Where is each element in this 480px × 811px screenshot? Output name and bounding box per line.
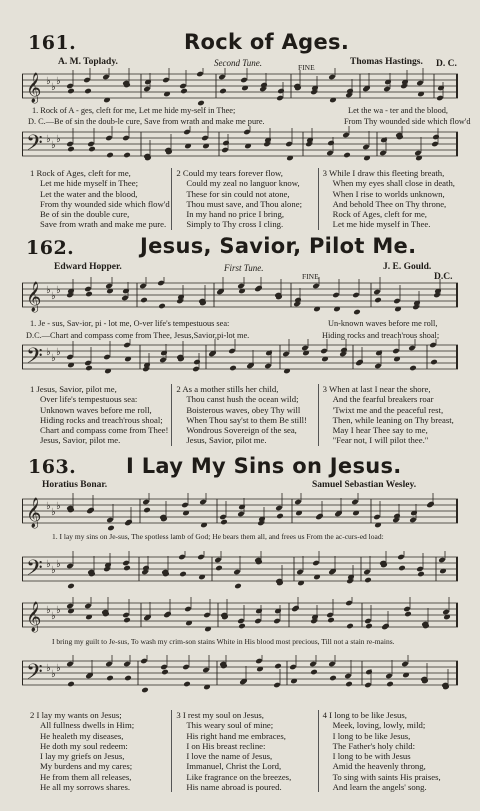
svg-text:♭: ♭ [56,605,61,616]
stanza-line: This weary soul of mine; [186,720,274,731]
svg-text:𝄢: 𝄢 [26,131,43,161]
stanza-line: In my hand no price I bring, [186,209,285,220]
stanza-number: 3 [322,168,327,178]
svg-text:♭: ♭ [56,663,61,674]
svg-text:♭: ♭ [56,501,61,512]
svg-text:♭: ♭ [46,501,51,512]
hymn-author: A. M. Toplady. [58,57,118,67]
svg-text:♭: ♭ [51,353,56,364]
lyric-line: D.C.—Chart and compass come from Thee, Jesus,Savior,pi-lot me. [26,331,250,340]
stanza [26,384,171,446]
stanza-line: Rock of Ages, cleft for me, [36,168,131,178]
stanza-number: 2 [176,168,181,178]
svg-text:♭: ♭ [51,140,56,151]
svg-text:𝄢: 𝄢 [26,660,43,690]
svg-text:♭: ♭ [56,285,61,296]
stanza [318,710,464,792]
stanza-line: Let me hide myself in Thee. [332,219,431,230]
stanza-number: 4 [322,710,327,720]
staff-bass [22,339,458,379]
stanza-line: I rest my soul on Jesus, [182,710,264,720]
svg-text:♭: ♭ [51,611,56,622]
stanza-number: 3 [176,710,181,720]
stanza-line: The Father's holy child: [332,740,416,751]
staff-bass [22,655,458,695]
hymn-author: Horatius Bonar. [42,480,108,490]
stanza-line: I love the name of Jesus, [186,751,273,762]
svg-text:♭: ♭ [56,347,61,358]
stanza-number: 2 [176,384,181,394]
stanza-line: Jesus, Savior, pilot me. [40,435,121,446]
hymn-number: 162. [26,237,75,259]
stanza-line: Then, while leaning on Thy breast, [332,414,454,425]
svg-text:♭: ♭ [51,669,56,680]
hymn-composer: Thomas Hastings. [350,57,423,67]
stanza-line: I long to be like Jesus, [329,710,407,720]
stanza-line: And the fearful breakers roar [332,394,434,405]
stanza-columns [26,168,464,230]
stanza [26,710,171,792]
stanza-line: Immanuel, Christ the Lord, [186,761,282,772]
stanza-columns [26,384,464,446]
lyric-line: Let the wa - ter and the blood, [348,106,448,115]
lyric-line: D. C.—Be of sin the doub-le cure, Save from wrath and make me pure. [28,117,265,126]
lyric-line: 1. I lay my sins on Je-sus, The spotless lamb of God; He bears them all, and frees us From the ac-curs-ed load: [52,532,384,541]
stanza-line: Save from wrath and make me pure. [40,219,167,230]
stanza-line: His name abroad is poured. [186,782,282,793]
music-system [22,493,458,593]
stanza-line: His right hand me embraces, [186,730,286,741]
stanza-line: My burdens and my cares; [40,761,133,772]
stanza-line: I long to be with Jesus [332,751,411,762]
stanza-line: I on His breast recline: [186,740,266,751]
stanza-line: I lay my griefs on Jesus, [40,751,125,762]
stanza-line: Boisterous waves, obey Thy will [186,404,301,415]
svg-text:♭: ♭ [46,663,51,674]
lyric-line: Un-known waves before me roll, [328,319,438,328]
stanza-line: He doth my soul redeem: [40,740,128,751]
stanza-line: Wondrous Sovereign of the sea, [186,425,297,436]
hymn-title: I Lay My Sins on Jesus. [126,454,402,478]
stanza-line: Could my zeal no languor know, [186,178,300,189]
stanza-line: These for sin could not atone, [186,188,290,199]
stanza-number: 1 [30,384,35,394]
stanza-line: When my eyes shall close in death, [332,178,455,189]
stanza [318,168,464,230]
stanza-line: Be of sin the double cure, [40,209,130,220]
da-capo-mark: D.C. [434,272,453,282]
stanza-line: Could my tears forever flow, [182,168,283,178]
staff-treble [22,277,458,317]
lyric-line: 1. Je - sus, Sav-ior, pi - lot me, O-ver life's tempestuous sea: [30,319,230,328]
music-system [22,277,458,379]
svg-text:♭: ♭ [51,565,56,576]
stanza-line: Like fragrance on the breezes, [186,771,292,782]
stanza-line: He all my sorrows shares. [40,782,130,793]
lyric-line: Hiding rocks and treach'rous shoal; [322,331,440,340]
hymn-number: 161. [28,32,77,54]
hymn-author: Edward Hopper. [54,262,122,272]
stanza-line: I lay my wants on Jesus; [36,710,122,720]
music-system [22,597,458,697]
svg-text:♭: ♭ [56,559,61,570]
stanza-line: May I hear Thee say to me, [332,425,428,436]
svg-text:𝄢: 𝄢 [26,556,43,586]
fine-mark: FINE [302,272,319,281]
svg-text:♭: ♭ [46,559,51,570]
svg-text:𝄢: 𝄢 [26,344,43,374]
hymn-title: Rock of Ages. [184,30,350,54]
hymn-title: Jesus, Savior, Pilot Me. [140,234,417,258]
stanza-line: Unknown waves before me roll, [40,404,152,415]
staff-treble [22,597,458,637]
svg-text:♭: ♭ [56,134,61,145]
svg-text:𝄞: 𝄞 [26,282,42,312]
svg-text:𝄞: 𝄞 [26,73,42,103]
lyric-line: From Thy wounded side which flow'd [344,117,471,126]
tune-note: Second Tune. [214,58,262,68]
stanza-line: Amid the heavenly throng, [332,761,426,772]
stanza-line: When at last I near the shore, [329,384,431,394]
hymn-composer: J. E. Gould. [383,262,432,272]
stanza-line: Thou must save, and Thou alone; [186,198,302,209]
stanza-line: Let the water and the blood, [40,188,138,199]
svg-text:♭: ♭ [56,76,61,87]
lyric-line: 1. Rock of A - ges, cleft for me, Let me hide my-self in Thee; [32,106,236,115]
stanza-line: Chart and compass come from Thee! [40,425,169,436]
staff-bass [22,126,458,166]
stanza-line: And behold Thee on Thy throne, [332,198,447,209]
da-capo-mark: D. C. [436,59,457,69]
svg-text:♭: ♭ [51,82,56,93]
staff-treble [22,68,458,108]
stanza-line: Jesus, Savior, pilot me. [186,435,267,446]
hymn-number: 163. [28,456,77,478]
stanza-line: Let me hide myself in Thee; [40,178,139,189]
svg-text:𝄞: 𝄞 [26,602,42,632]
stanza-line: When I rise to worlds unknown, [332,188,445,199]
stanza [171,710,317,792]
stanza-line: As a mother stills her child, [182,384,279,394]
lyric-line: I bring my guilt to Je-sus, To wash my crim-son stains White in His blood most precious, Till not a stain re-mains. [52,637,395,646]
stanza-line: All fullness dwells in Him; [40,720,135,731]
stanza [171,384,317,446]
svg-text:♭: ♭ [46,347,51,358]
stanza-number: 3 [322,384,327,394]
stanza [318,384,464,446]
hymn-composer: Samuel Sebastian Wesley. [312,480,417,490]
stanza-line: 'Twixt me and the peaceful rest, [332,404,444,415]
svg-text:♭: ♭ [46,285,51,296]
stanza-line: I long to be like Jesus, [332,730,411,741]
staff-treble [22,493,458,533]
svg-text:♭: ♭ [46,134,51,145]
stanza-line: While I draw this fleeting breath, [329,168,445,178]
stanza-line: He from them all releases, [40,771,132,782]
svg-text:♭: ♭ [46,76,51,87]
stanza-line: Meek, loving, lowly, mild; [332,720,426,731]
svg-text:♭: ♭ [46,605,51,616]
tune-note: First Tune. [224,263,264,273]
stanza-line: Thou canst hush the ocean wild; [186,394,299,405]
svg-text:𝄞: 𝄞 [26,498,42,528]
stanza-columns [26,710,464,792]
stanza [26,168,171,230]
svg-text:♭: ♭ [51,507,56,518]
stanza-line: When Thou say'st to them Be still! [186,414,307,425]
stanza-line: "Fear not, I will pilot thee." [332,435,429,446]
svg-text:♭: ♭ [51,291,56,302]
stanza-line: Over life's tempestuous sea: [40,394,138,405]
stanza-line: Simply to Thy cross I cling. [186,219,284,230]
stanza-number: 1 [30,168,35,178]
staff-bass [22,551,458,591]
stanza-line: To sing with saints His praises, [332,771,441,782]
stanza [171,168,317,230]
fine-mark: FINE [298,63,315,72]
stanza-number: 2 [30,710,35,720]
stanza-line: From thy wounded side which flow'd [40,198,170,209]
stanza-line: And learn the angels' song. [332,782,427,793]
stanza-line: Jesus, Savior, pilot me, [36,384,117,394]
stanza-line: He healeth my diseases, [40,730,124,741]
stanza-line: Rock of Ages, cleft for me, [332,209,427,220]
stanza-line: Hiding rocks and treach'rous shoal; [40,414,163,425]
